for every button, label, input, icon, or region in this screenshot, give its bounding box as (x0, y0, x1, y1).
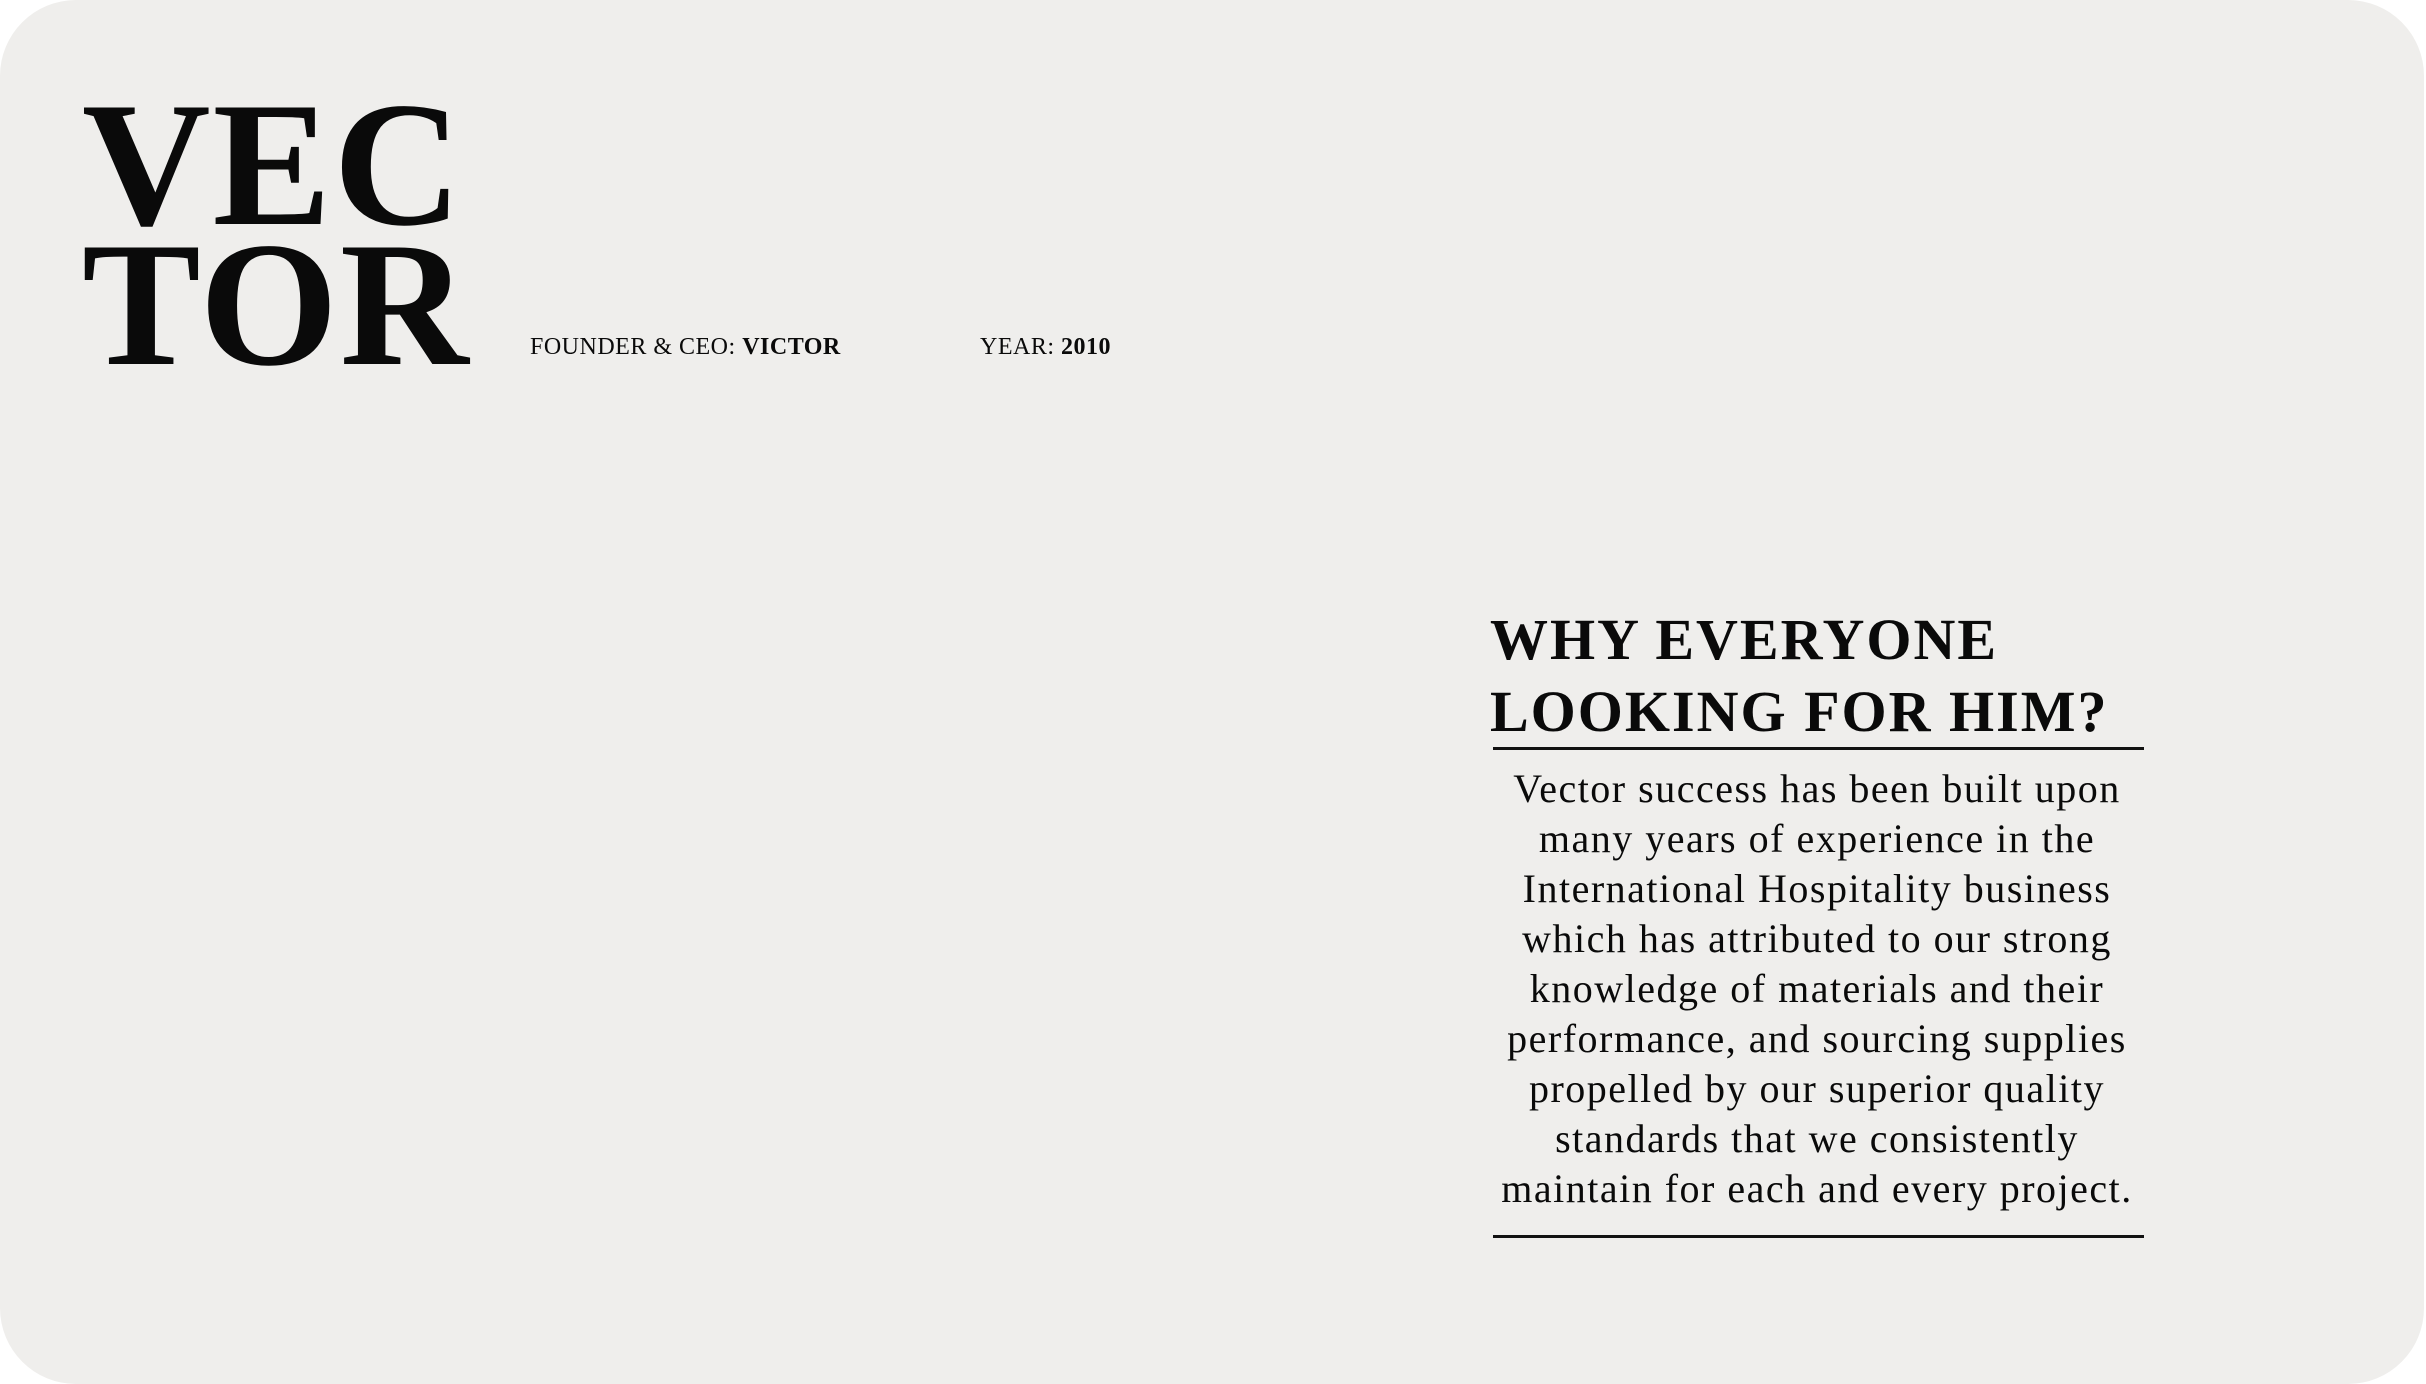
founder-name: VICTOR (742, 334, 841, 360)
brand-logo (82, 65, 471, 403)
feature-heading-line-1: WHY EVERYONE (1490, 607, 1999, 672)
feature-section (1490, 604, 2144, 1238)
year-info (980, 334, 1111, 361)
year-label: YEAR: (980, 334, 1055, 360)
year-value: 2010 (1061, 334, 1111, 360)
brand-logo-line-2: TOR (82, 205, 471, 403)
feature-heading (1490, 604, 2144, 748)
founder-info (530, 334, 841, 361)
brand-logo-line-1: VEC (82, 65, 464, 263)
feature-divider-bottom (1493, 1235, 2144, 1238)
feature-body: Vector success has been built upon many years of experience in the International Hospitality business which has attributed to our strong knowledge of materials and their performance, and sourcing supplies propelled by our superior quality standards that we consistently maintain for each and every project. (1501, 766, 2133, 1211)
founder-label: FOUNDER & CEO: (530, 334, 736, 360)
feature-heading-line-2: LOOKING FOR HIM? (1490, 679, 2109, 744)
